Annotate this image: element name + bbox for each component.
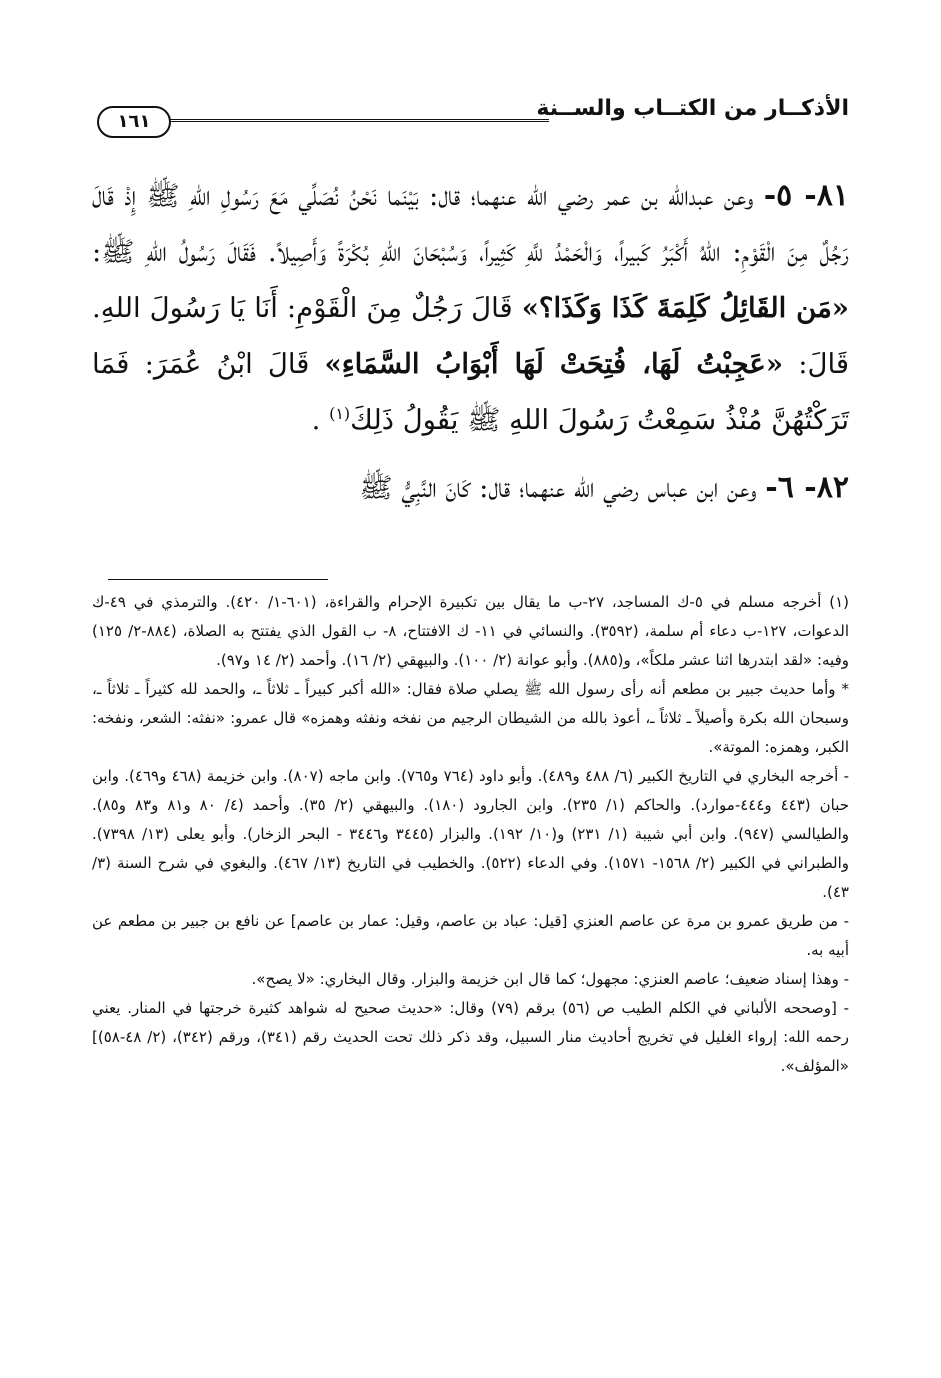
footnote-paragraph: - من طريق عمرو بن مرة عن عاصم العنزي [قيل: عباد بن عاصم، وقيل: عمار بن عاصم] عن نافع بن جبير بن مطعم عن أبيه به. bbox=[92, 912, 849, 959]
hadith-number: ٨٢- ٦- bbox=[765, 470, 849, 505]
hadith-text-intro: وعن عبدالله بن عمر رضي الله عنهما؛ قال: بَيْنَما نَحْنُ نُصَلِّي مَعَ رَسُولِ اللهِ ﷺ إِذْ قَالَ رَجُلٌ مِنَ الْقَوْمِ: اللهُ أَكْبَرُ كَبيراً، وَالْحَمْدُ للَّهِ كَثِيراً، وَسُبْحَانَ اللهِ بُكْرَةً وَأَصِيلاً. فَقَالَ رَسُولُ اللهِ ﷺ: bbox=[92, 180, 849, 268]
hadith-82 bbox=[92, 460, 849, 516]
footnote-paragraph: - [وصححه الألباني في الكلم الطيب ص (٥٦) برقم (٧٩) وقال: «حديث صحيح له شواهد كثيرة خرجتها في المنار. يعني رحمه الله: إرواء الغليل في تخريج أحاديث منار السبيل، وقد ذكر ذلك تحت الحديث رقم (٣٤١)، ورقم (٣٤٢)، (٢/ ٤٨-٥٨)] «المؤلف». bbox=[92, 999, 850, 1075]
footnote-paragraph: - وهذا إسناد ضعيف؛ عاصم العنزي: مجهول؛ كما قال ابن خزيمة والبزار. وقال البخاري: «لا يصح». bbox=[251, 970, 849, 988]
footnote-marker: (١) bbox=[329, 403, 351, 423]
running-title: الأذكــار من الكتــاب والســنة bbox=[536, 96, 849, 121]
hadith-text-middle: قَالَ رَجُلٌ مِنَ الْقَوْمِ: أَنَا يَا رَسُولَ اللهِ. قَالَ: bbox=[92, 292, 849, 380]
footnote-paragraph: (١) أخرجه مسلم في ٥-ك المساجد، ٢٧-ب ما يقال بين تكبيرة الإحرام والقراءة، (٦٠١-١/ ٤٢٠). والترمذي في ٤٩-ك الدعوات، ١٢٧-ب دعاء أم سلمة، (٣٥٩٢). والنسائي في ١١- ك الافتتاح، ٨- ب القول الذي يفتتح به الصلاة، (٨٨٤-٢/ ١٢٥) وفيه: «لقد ابتدرها اثنا عشر ملكاً»، و(٨٨٥). وأبو عوانة (٢/ ١٠٠). والبيهقي (٢/ ١٦). وأحمد (٢/ ١٤ و٩٧). bbox=[92, 593, 850, 669]
footnotes bbox=[92, 588, 849, 1081]
hadith-text-end: قَالَ ابْنُ عُمَرَ: فَمَا تَرَكْتُهُنَّ مُنْذُ سَمِعْتُ رَسُولَ اللهِ ﷺ يَقُولُ ذَلِكَ bbox=[92, 348, 849, 436]
header-rule bbox=[169, 119, 549, 122]
hadith-number: ٨١- ٥- bbox=[763, 178, 849, 213]
main-text bbox=[92, 168, 849, 528]
hadith-closing: . bbox=[311, 404, 321, 436]
page-number: ١٦١ bbox=[97, 106, 171, 138]
hadith-81 bbox=[92, 168, 849, 448]
hadith-quote-2: «عَجِبْتُ لَهَا، فُتِحَتْ لَهَا أَبْوَابُ السَّمَاءِ» bbox=[324, 348, 784, 380]
page-header bbox=[89, 92, 849, 142]
footnote-paragraph: - أخرجه البخاري في التاريخ الكبير (٦/ ٤٨٨ و٤٨٩). وأبو داود (٧٦٤ و٧٦٥). وابن ماجه (٨٠٧). وابن خزيمة (٤٦٨ و٤٦٩). وابن حبان (٤٤٣ و٤٤٤-موارد). والحاكم (١/ ٢٣٥). وابن الجارود (١٨٠). والبيهقي (٢/ ٣٥). وأحمد (٤/ ٨٠ و٨١ و٨٣ و٨٥). والطيالسي (٩٤٧). وابن أبي شيبة (١/ ٢٣١) و(١٠/ ١٩٢). والبزار (٣٤٤٥ و٣٤٤٦ - البحر الزخار). وأبو يعلى (١٣/ ٧٣٩٨). والطبراني في الكبير (٢/ ١٥٦٨- ١٥٧١). وفي الدعاء (٥٢٢). والخطيب في التاريخ (١٣/ ٤٦٧). والبغوي في شرح السنة (٣/ ٤٣). bbox=[92, 767, 850, 901]
footnote-separator bbox=[108, 579, 328, 580]
hadith-quote-1: «مَن القَائِلُ كَلِمَةَ كَذَا وَكَذَا؟» bbox=[521, 292, 849, 324]
hadith-text: وعن ابن عباس رضي الله عنهما؛ قال: كَانَ النَّبِيُّ ﷺ bbox=[359, 472, 757, 504]
footnote-paragraph: * وأما حديث جبير بن مطعم أنه رأى رسول الله ﷺ يصلي صلاة فقال: «الله أكبر كبيراً ـ ثلاثاً ـ، والحمد لله كثيراً ـ ثلاثاً ـ، وسبحان الله بكرة وأصيلاً ـ ثلاثاً ـ، أعوذ بالله من الشيطان الرجيم من نفخه ونفثه وهمزه» قال عمرو: «نفثه: الشعر، ونفخه: الكبر، وهمزه: الموتة». bbox=[92, 680, 849, 756]
